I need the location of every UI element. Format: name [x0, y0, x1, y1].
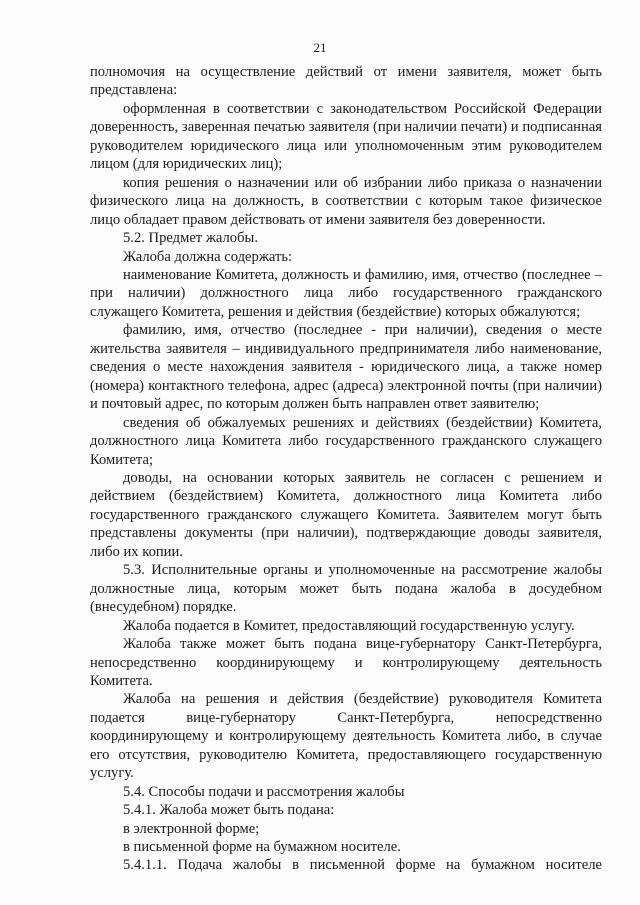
paragraph-authority-intro: полномочия на осуществление действий от имени заявителя, может быть представлена:	[90, 64, 602, 99]
page-number: 21	[313, 40, 327, 55]
section-heading-5-3: 5.3. Исполнительные органы и уполномоченные на рассмотрение жалобы должностные лица, которым может быть подана жалоба в досудебном (внесудебном) порядке.	[90, 562, 602, 616]
document-body	[90, 63, 602, 875]
section-heading-5-4-1-1: 5.4.1.1. Подача жалобы в письменной форме на бумажном носителе	[123, 857, 602, 874]
paragraph-committee-name: наименование Комитета, должность и фамилию, имя, отчество (последнее – при наличии) должностного лица либо государственного гражданского служащего Комитета, решения и действия (бездействие) которых обжалуются;	[90, 266, 602, 320]
section-heading-5-2: 5.2. Предмет жалобы.	[123, 230, 258, 247]
paragraph-complaint-on-head: Жалоба на решения и действия (бездействие) руководителя Комитета подается вице-губернатору Санкт-Петербурга, непосредственно координирующему и контролирующему деятельность Комитета либо, в случае его отсутствия, руководителю Комитета, предоставляющего государственную услугу.	[90, 691, 602, 782]
section-heading-5-4: 5.4. Способы подачи и рассмотрения жалобы	[123, 783, 405, 800]
paragraph-complaint-must-contain: Жалоба должна содержать:	[123, 248, 293, 265]
paragraph-applicant-details: фамилию, имя, отчество (последнее - при наличии), сведения о месте жительства заявителя – индивидуального предпринимателя либо наименование, сведения о месте нахождения заявителя - юридического лица, а также номер (номера) контактного телефона, адрес (адреса) электронной почты (при наличии) и почтовый адрес, по которым должен быть направлен ответ заявителю;	[90, 322, 602, 413]
paragraph-appointment-copy: копия решения о назначении или об избрании либо приказа о назначении физического лица на должность, в соответствии с которым такое физическое лицо обладает правом действовать от имени заявителя без доверенности.	[90, 174, 602, 228]
paragraph-filed-to-vice-governor: Жалоба также может быть подана вице-губернатору Санкт-Петербурга, непосредственно координирующему и контролирующему деятельность Комитета.	[90, 636, 602, 689]
paragraph-power-of-attorney: оформленная в соответствии с законодательством Российской Федерации доверенность, заверенная печатью заявителя (при наличии печати) и подписанная руководителем юридического лица или уполномоченным этим руководителем лицом (для юридических лиц);	[90, 100, 602, 173]
paragraph-appealed-decisions: сведения об обжалуемых решениях и действиях (бездействии) Комитета, должностного лица Комитета либо государственного гражданского служащего Комитета;	[90, 414, 602, 468]
list-item-electronic-form: в электронной форме;	[123, 820, 260, 837]
paragraph-filed-to-committee: Жалоба подается в Комитет, предоставляющий государственную услугу.	[123, 617, 575, 634]
list-item-paper-form: в письменной форме на бумажном носителе.	[123, 839, 401, 856]
section-heading-5-4-1: 5.4.1. Жалоба может быть подана:	[123, 802, 335, 819]
paragraph-arguments: доводы, на основании которых заявитель не согласен с решением и действием (бездействием) Комитета, должностного лица Комитета либо государственного гражданского служащего Комитета. Заявителем могут быть представлены документы (при наличии), подтверждающие доводы заявителя, либо их копии.	[90, 469, 602, 560]
